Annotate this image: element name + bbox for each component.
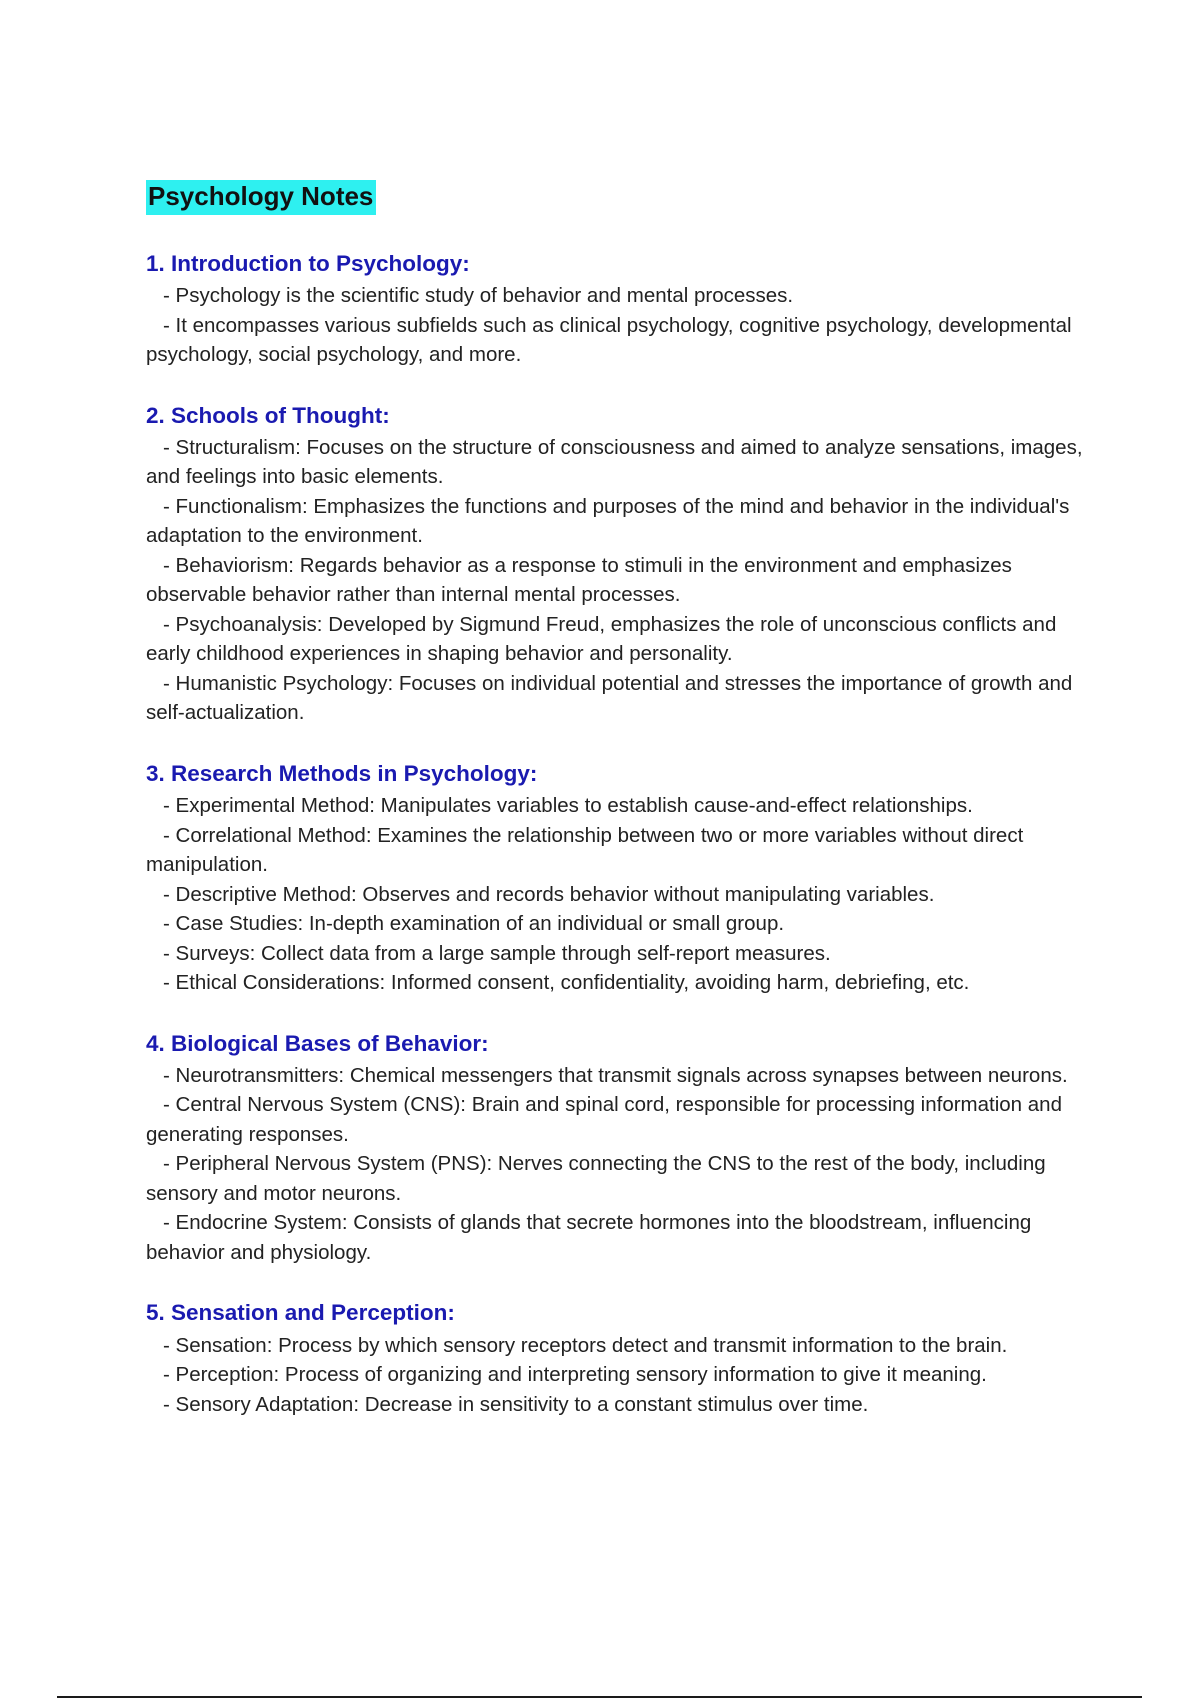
list-item: - It encompasses various subfields such as clinical psychology, cognitive psychology, developmental psychology, social psychology, and more. — [146, 313, 1072, 367]
list-item: - Descriptive Method: Observes and records behavior without manipulating variables. — [163, 882, 935, 906]
list-item: - Ethical Considerations: Informed consent, confidentiality, avoiding harm, debriefing, etc. — [163, 971, 970, 995]
section-heading: 3. Research Methods in Psychology: — [146, 760, 538, 786]
section-heading: 1. Introduction to Psychology: — [146, 250, 470, 276]
list-item: - Structuralism: Focuses on the structure of consciousness and aimed to analyze sensations, images, and feelings into basic elements. — [146, 435, 1083, 489]
section-biological-bases — [146, 1029, 1106, 1268]
list-item: - Psychology is the scientific study of behavior and mental processes. — [163, 284, 794, 308]
list-item: - Behaviorism: Regards behavior as a response to stimuli in the environment and emphasizes observable behavior rather than internal mental processes. — [146, 553, 1012, 607]
list-item: - Case Studies: In-depth examination of an individual or small group. — [163, 912, 785, 936]
list-item: - Sensory Adaptation: Decrease in sensitivity to a constant stimulus over time. — [163, 1392, 869, 1416]
page-title: Psychology Notes — [146, 180, 376, 215]
document-page — [146, 180, 1106, 1450]
list-item: - Peripheral Nervous System (PNS): Nerves connecting the CNS to the rest of the body, including sensory and motor neurons. — [146, 1152, 1046, 1205]
section-schools-of-thought — [146, 401, 1106, 728]
list-item: - Central Nervous System (CNS): Brain and spinal cord, responsible for processing information and generating responses. — [146, 1093, 1062, 1146]
section-heading: 5. Sensation and Perception: — [146, 1300, 455, 1326]
list-item: - Endocrine System: Consists of glands that secrete hormones into the bloodstream, influencing behavior and physiology. — [146, 1211, 1032, 1264]
section-sensation-perception — [146, 1298, 1106, 1419]
section-heading: 2. Schools of Thought: — [146, 402, 390, 428]
list-item: - Experimental Method: Manipulates variables to establish cause-and-effect relationships. — [163, 794, 973, 818]
list-item: - Correlational Method: Examines the relationship between two or more variables without direct manipulation. — [146, 823, 1024, 877]
section-research-methods — [146, 759, 1106, 998]
list-item: - Humanistic Psychology: Focuses on individual potential and stresses the importance of growth and self-actualization. — [146, 671, 1073, 725]
section-introduction — [146, 249, 1106, 370]
list-item: - Perception: Process of organizing and interpreting sensory information to give it meaning. — [163, 1363, 987, 1387]
list-item: - Surveys: Collect data from a large sample through self-report measures. — [163, 941, 831, 965]
list-item: - Functionalism: Emphasizes the functions and purposes of the mind and behavior in the individual's adaptation to the environment. — [146, 494, 1070, 548]
section-heading: 4. Biological Bases of Behavior: — [146, 1030, 489, 1056]
list-item: - Neurotransmitters: Chemical messengers that transmit signals across synapses between neurons. — [163, 1063, 1068, 1087]
footer-divider — [57, 1696, 1142, 1698]
list-item: - Psychoanalysis: Developed by Sigmund Freud, emphasizes the role of unconscious conflicts and early childhood experiences in shaping behavior and personality. — [146, 612, 1057, 666]
list-item: - Sensation: Process by which sensory receptors detect and transmit information to the brain. — [163, 1333, 1008, 1357]
